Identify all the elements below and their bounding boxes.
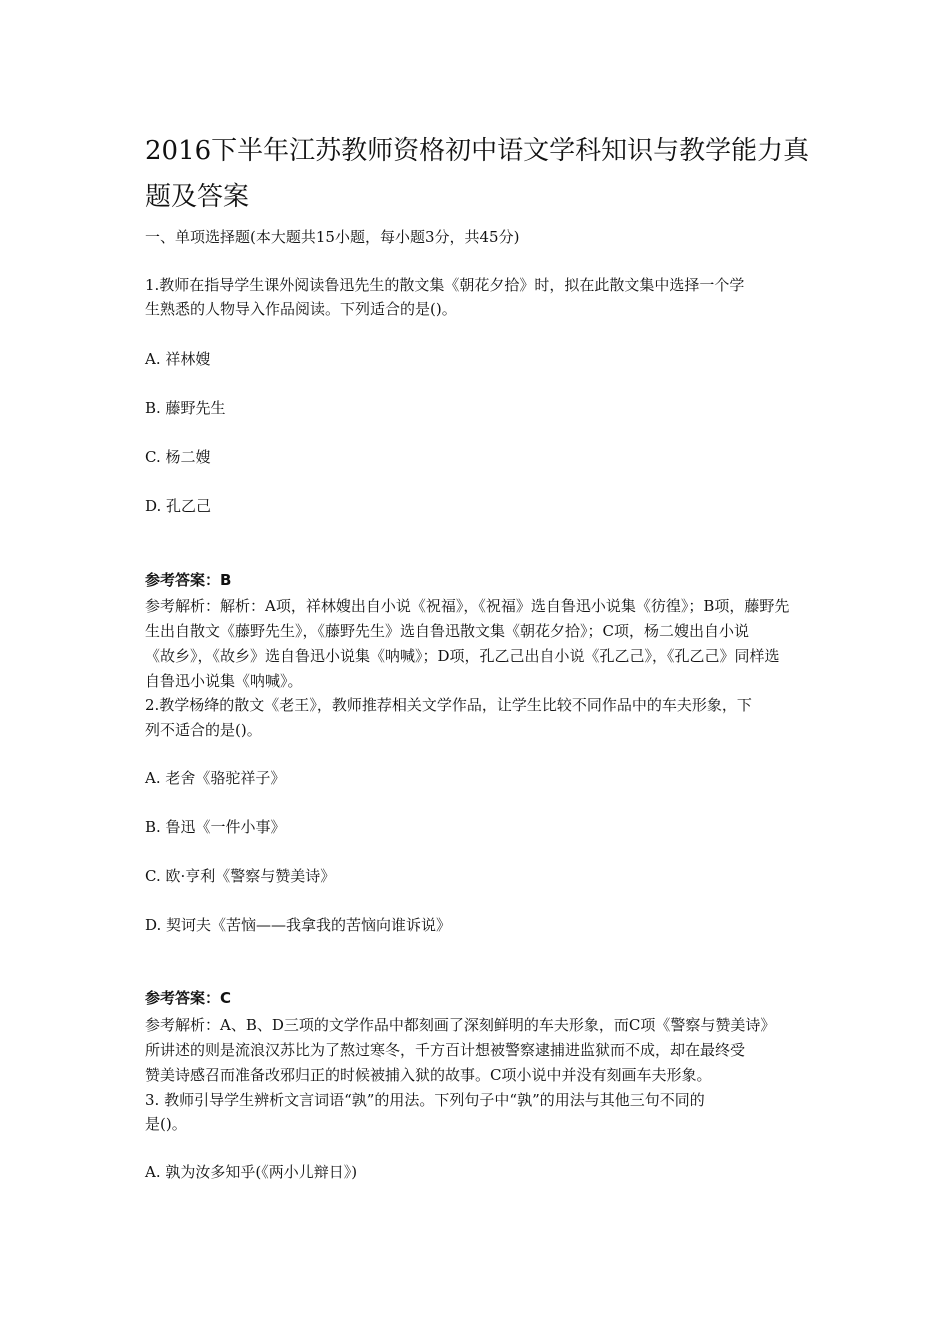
q3-stem-line-2: 是()。 xyxy=(145,1115,187,1133)
q1-stem-line-2: 生熟悉的人物导入作品阅读。下列适合的是()。 xyxy=(145,300,457,318)
q2-analysis-line-1: 参考解析：A、B、D三项的文学作品中都刻画了深刻鲜明的车夫形象，而C项《警察与赞美诗》 xyxy=(145,1016,776,1034)
q2-stem-line-1: 2.教学杨绛的散文《老王》，教师推荐相关文学作品，让学生比较不同作品中的车夫形象，下 xyxy=(145,696,752,714)
q2-answer: 参考答案：C xyxy=(145,989,232,1007)
q2-analysis-line-3: 赞美诗感召而准备改邪归正的时候被捕入狱的故事。C项小说中并没有刻画车夫形象。 xyxy=(145,1066,712,1084)
title-line-1: 2016下半年江苏教师资格初中语文学科知识与教学能力真 xyxy=(145,136,810,166)
q1-analysis-line-2: 生出自散文《藤野先生》，《藤野先生》选自鲁迅散文集《朝花夕拾》；C项，杨二嫂出自小说 xyxy=(145,622,749,640)
section-heading: 一、单项选择题(本大题共15小题，每小题3分，共45分) xyxy=(145,228,520,246)
q1-option-d: D. 孔乙己 xyxy=(145,497,212,515)
q2-option-d: D. 契诃夫《苦恼——我拿我的苦恼向谁诉说》 xyxy=(145,916,452,934)
document-title xyxy=(145,128,825,220)
q2-analysis-line-2: 所讲述的则是流浪汉苏比为了熬过寒冬，千方百计想被警察逮捕进监狱而不成，却在最终受 xyxy=(145,1041,746,1059)
q2-option-b: B. 鲁迅《一件小事》 xyxy=(145,818,286,836)
title-line-2: 题及答案 xyxy=(145,182,250,212)
q1-option-b: B. 藤野先生 xyxy=(145,399,226,417)
q2-stem-line-2: 列不适合的是()。 xyxy=(145,721,262,739)
q1-option-c: C. 杨二嫂 xyxy=(145,448,211,466)
q1-option-a: A. 祥林嫂 xyxy=(145,350,211,368)
q1-analysis-line-3: 《故乡》，《故乡》选自鲁迅小说集《呐喊》；D项，孔乙己出自小说《孔乙己》，《孔乙己》同样选 xyxy=(145,647,780,665)
q2-option-a: A. 老舍《骆驼祥子》 xyxy=(145,769,286,787)
q3-stem-line-1: 3. 教师引导学生辨析文言词语“孰”的用法。下列句子中“孰”的用法与其他三句不同的 xyxy=(145,1091,705,1109)
q1-answer: 参考答案：B xyxy=(145,571,232,589)
q3-option-a: A. 孰为汝多知乎(《两小儿辩日》) xyxy=(145,1163,358,1181)
q1-analysis-line-4: 自鲁迅小说集《呐喊》。 xyxy=(145,672,303,690)
q1-analysis-line-1: 参考解析：解析：A项，祥林嫂出自小说《祝福》，《祝福》选自鲁迅小说集《彷徨》；B项，藤野先 xyxy=(145,597,790,615)
q2-option-c: C. 欧·亨利《警察与赞美诗》 xyxy=(145,867,336,885)
q1-stem-line-1: 1.教师在指导学生课外阅读鲁迅先生的散文集《朝花夕拾》时，拟在此散文集中选择一个学 xyxy=(145,276,745,294)
